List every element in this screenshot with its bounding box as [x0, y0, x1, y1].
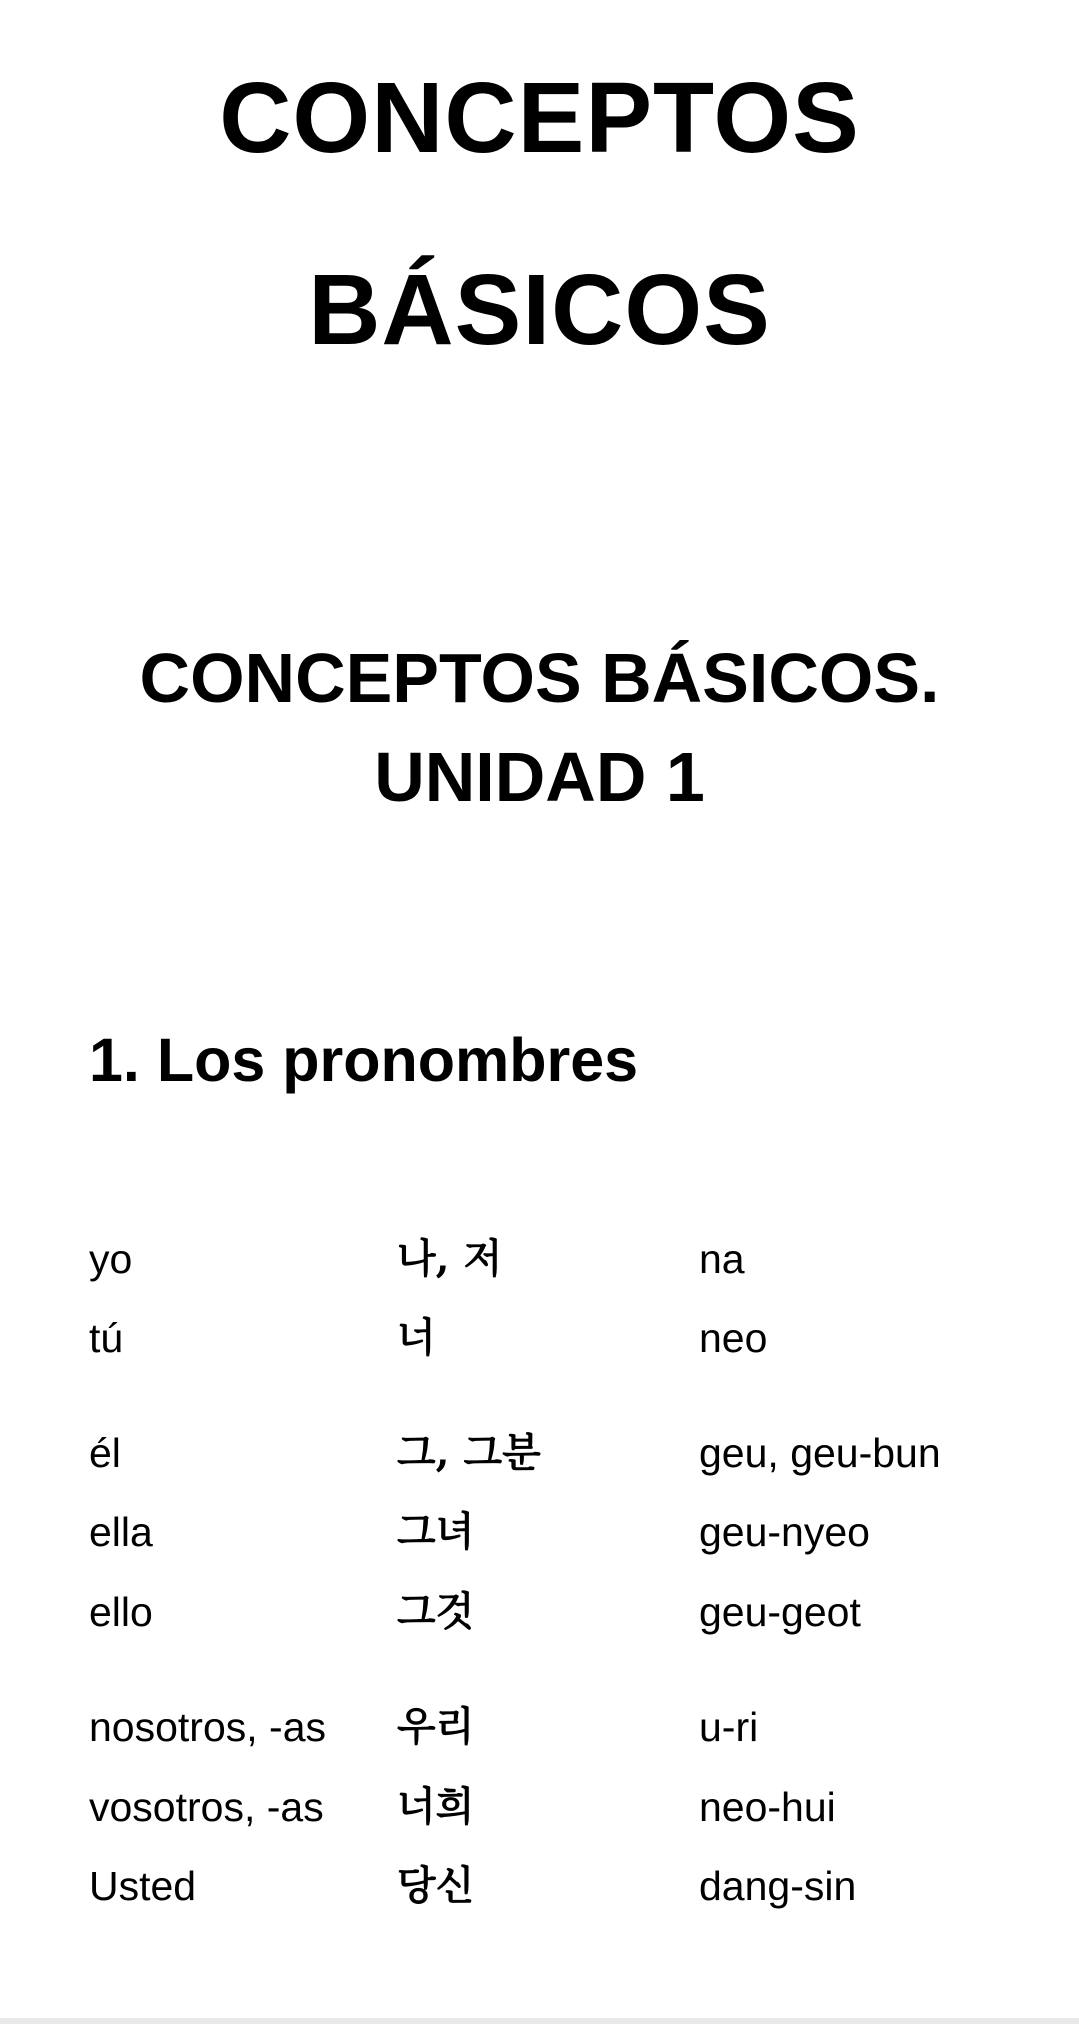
chapter-title-line-2: BÁSICOS — [308, 254, 771, 366]
korean-term: 우리 — [397, 1703, 475, 1750]
romanization: neo — [699, 1315, 768, 1361]
pronoun-row — [0, 1777, 1079, 1837]
pronoun-row — [0, 1582, 1079, 1642]
spanish-term: vosotros, -as — [89, 1784, 324, 1830]
spanish-term: Usted — [89, 1863, 197, 1909]
page-bottom-divider — [0, 2018, 1079, 2024]
korean-term: 너희 — [397, 1783, 475, 1830]
korean-term: 그것 — [397, 1588, 475, 1635]
spanish-term: nosotros, -as — [89, 1704, 326, 1750]
unit-title-line-2: UNIDAD 1 — [374, 738, 705, 816]
pronoun-row — [0, 1856, 1079, 1916]
section-title: 1. Los pronombres — [89, 1026, 639, 1094]
romanization: neo-hui — [699, 1784, 836, 1830]
spanish-term: ella — [89, 1509, 153, 1555]
spanish-term: él — [89, 1430, 121, 1476]
spanish-term: ello — [89, 1589, 153, 1635]
pronoun-row — [0, 1229, 1079, 1289]
korean-term: 그, 그분 — [397, 1429, 541, 1476]
romanization: geu-nyeo — [699, 1509, 870, 1555]
spanish-term: tú — [89, 1315, 124, 1361]
korean-term: 그녀 — [397, 1508, 475, 1555]
pronoun-row — [0, 1502, 1079, 1562]
korean-term: 너 — [397, 1314, 436, 1361]
spanish-term: yo — [89, 1236, 133, 1282]
romanization: geu-geot — [699, 1589, 861, 1635]
romanization: na — [699, 1236, 745, 1282]
romanization: u-ri — [699, 1704, 759, 1750]
romanization: geu, geu-bun — [699, 1430, 941, 1476]
pronoun-row — [0, 1697, 1079, 1757]
unit-title-line-1: CONCEPTOS BÁSICOS. — [139, 639, 940, 717]
chapter-title-line-1: CONCEPTOS — [219, 62, 860, 174]
romanization: dang-sin — [699, 1863, 857, 1909]
korean-term: 당신 — [397, 1862, 475, 1909]
pronoun-row — [0, 1308, 1079, 1368]
korean-term: 나, 저 — [397, 1235, 503, 1282]
pronoun-row — [0, 1423, 1079, 1483]
